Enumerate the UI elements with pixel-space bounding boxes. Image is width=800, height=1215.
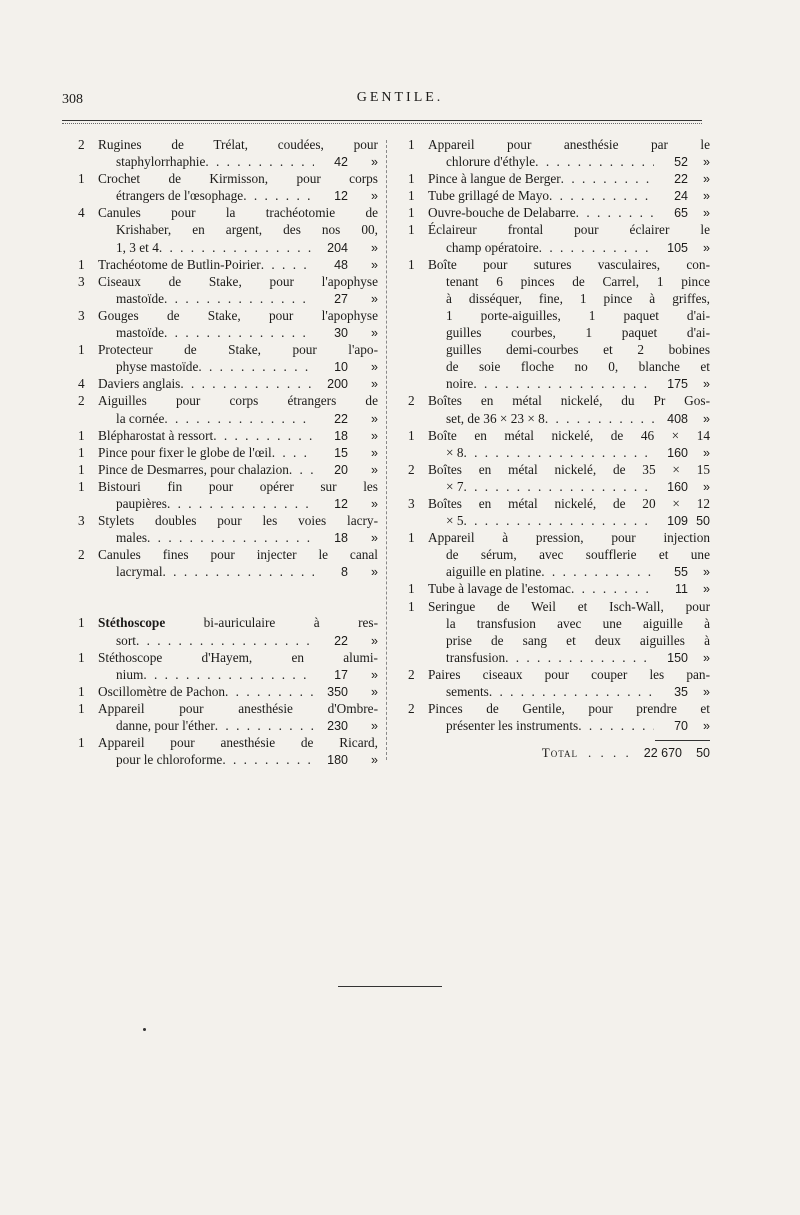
item-price: 17 — [334, 667, 348, 682]
item-quantity: 2 — [408, 701, 415, 717]
item-cents: » — [371, 257, 378, 272]
item-quantity: 1 — [408, 427, 415, 443]
item-line: staphylorrhaphie . . . 42 » — [98, 153, 378, 170]
total-cents: 50 — [696, 746, 710, 760]
list-item — [408, 256, 710, 393]
item-line: Paires ciseaux pour couper les pan- — [428, 666, 710, 682]
item-line: la transfusion avec une aiguille à — [446, 615, 710, 631]
item-line: Tube grillagé de Mayo . . . 24 » — [428, 187, 710, 204]
list-item — [78, 461, 378, 478]
item-cents: » — [371, 496, 378, 511]
item-line: Éclaireur frontal pour éclairer le — [428, 222, 710, 238]
item-price: 22 — [334, 633, 348, 648]
item-quantity: 2 — [78, 137, 85, 152]
item-cents: » — [703, 240, 710, 255]
item-quantity: 1 — [408, 256, 415, 272]
item-line: guilles courbes, 1 paquet d'ai- — [446, 325, 710, 341]
item-quantity: 2 — [78, 547, 85, 563]
item-line: Oscillomètre de Pachon . . . 350 » — [98, 683, 378, 700]
list-item — [408, 392, 710, 426]
header-rule-dotted — [62, 123, 702, 124]
item-quantity: 1 — [78, 342, 85, 358]
item-quantity: 1 — [408, 188, 415, 204]
item-line: Canules fines pour injecter le canal — [98, 547, 378, 563]
item-cents: » — [371, 155, 378, 170]
total-dots: . . . . — [588, 745, 632, 760]
item-quantity: 1 — [78, 649, 85, 665]
item-price: 230 — [327, 719, 348, 733]
item-line: Stéthoscope d'Hayem, en alumi- — [98, 649, 378, 665]
item-line: pour le chloroforme . . . 180 » — [98, 751, 378, 768]
item-line: tenant 6 pinces de Carrel, 1 pince — [446, 273, 710, 289]
list-item — [408, 529, 710, 580]
item-quantity: 1 — [408, 137, 415, 152]
item-line: Ouvre-bouche de Delabarre . . . 65 » — [428, 204, 710, 221]
list-item — [78, 683, 378, 700]
list-item — [78, 136, 378, 170]
list-item — [78, 734, 378, 768]
item-line: males . . . 18 » — [98, 529, 378, 546]
item-line: Appareil pour anesthésie par le — [428, 137, 710, 152]
item-line: Krishaber, en argent, des nos 00, — [116, 222, 378, 238]
item-quantity: 1 — [78, 427, 85, 443]
item-quantity: 3 — [78, 273, 85, 289]
header-rule — [62, 120, 702, 121]
section-gap — [78, 580, 378, 614]
item-line: Protecteur de Stake, pour l'apo- — [98, 342, 378, 358]
list-item — [78, 256, 378, 273]
list-item — [78, 273, 378, 307]
item-line: danne, pour l'éther . . . 230 » — [98, 717, 378, 734]
item-cents: » — [703, 685, 710, 699]
item-cents: » — [703, 719, 710, 734]
item-quantity: 1 — [408, 598, 415, 614]
item-cents: » — [703, 479, 710, 494]
item-line: de soie floche no 0, blanche et — [446, 359, 710, 375]
end-rule — [338, 986, 442, 987]
item-line: sort . . . 22 » — [98, 632, 378, 649]
item-cents: » — [371, 377, 378, 392]
item-price: 27 — [334, 291, 348, 306]
item-quantity: 3 — [78, 307, 85, 323]
item-line: étrangers de l'œsophage . . . 12 » — [98, 187, 378, 204]
item-line: Appareil pour anesthésie de Ricard, — [98, 735, 378, 751]
item-price: 18 — [334, 428, 348, 443]
item-cents: » — [371, 291, 378, 306]
total-line — [408, 745, 710, 761]
item-price: 42 — [334, 155, 348, 170]
item-price: 160 — [667, 445, 688, 460]
item-line: à disséquer, fine, 1 pince à griffes, — [446, 290, 710, 306]
item-line: nium . . . 17 » — [98, 666, 378, 683]
item-line: physe mastoïde . . . 10 » — [98, 358, 378, 375]
list-item — [408, 666, 710, 700]
item-line: Pince de Desmarres, pour chalazion . . . 20 » — [98, 461, 378, 478]
item-quantity: 1 — [408, 530, 415, 546]
item-line: Boîte en métal nickelé, de 46 × 14 — [428, 427, 710, 443]
item-quantity: 4 — [78, 376, 85, 392]
item-price: 35 — [674, 685, 688, 699]
list-item — [78, 614, 378, 648]
left-column — [78, 136, 378, 768]
item-price: 52 — [674, 155, 688, 170]
item-line: mastoïde . . . 27 » — [98, 290, 378, 307]
item-cents: » — [703, 377, 710, 392]
item-line: Pince à langue de Berger . . . 22 » — [428, 170, 710, 187]
item-cents: » — [371, 189, 378, 204]
item-line: Appareil à pression, pour injection — [428, 530, 710, 546]
item-line: Gouges de Stake, pour l'apophyse — [98, 307, 378, 323]
item-cents: » — [371, 531, 378, 546]
item-line: de sérum, avec soufflerie et une — [446, 547, 710, 563]
list-item — [408, 170, 710, 187]
list-item — [78, 375, 378, 392]
list-item — [78, 392, 378, 426]
item-quantity: 2 — [408, 393, 415, 409]
item-cents: » — [703, 582, 710, 597]
item-price: 70 — [674, 719, 688, 734]
item-quantity: 2 — [408, 461, 415, 477]
item-cents: » — [703, 172, 710, 187]
item-cents: » — [371, 753, 378, 768]
item-line: Boîtes en métal nickelé, de 20 × 12 — [428, 495, 710, 511]
item-cents: » — [371, 565, 378, 580]
item-cents: » — [371, 462, 378, 477]
list-item — [78, 204, 378, 255]
item-cents: » — [371, 240, 378, 255]
item-price: 175 — [667, 377, 688, 392]
item-price: 22 — [674, 172, 688, 187]
item-line: sements . . . 35 » — [428, 683, 710, 700]
item-quantity: 1 — [408, 171, 415, 187]
item-line: Boîte pour sutures vasculaires, con- — [428, 256, 710, 272]
item-line: champ opératoire . . . 105 » — [428, 239, 710, 256]
item-line: chlorure d'éthyle . . . 52 » — [428, 153, 710, 170]
list-item — [78, 700, 378, 734]
item-quantity: 1 — [408, 222, 415, 238]
item-line: présenter les instruments . . . 70 » — [428, 717, 710, 734]
item-price: 10 — [334, 360, 348, 375]
ink-speck — [143, 1028, 146, 1031]
item-line: Pince pour fixer le globe de l'œil . . . 15 » — [98, 444, 378, 461]
item-quantity: 1 — [78, 615, 85, 631]
item-line: mastoïde . . . 30 » — [98, 324, 378, 341]
list-item — [408, 580, 710, 597]
item-line: Seringue de Weil et Isch-Wall, pour — [428, 598, 710, 614]
list-item — [78, 546, 378, 580]
item-cents: » — [703, 155, 710, 170]
list-item — [408, 221, 710, 255]
column-divider — [386, 140, 387, 760]
item-price: 105 — [667, 240, 688, 255]
item-line: Blépharostat à ressort . . . 18 » — [98, 427, 378, 444]
item-price: 22 — [334, 411, 348, 426]
item-quantity: 1 — [78, 256, 85, 272]
item-cents: » — [703, 565, 710, 580]
item-cents: » — [371, 667, 378, 682]
item-quantity: 1 — [408, 205, 415, 221]
list-item — [408, 495, 710, 529]
item-price: 160 — [667, 479, 688, 494]
item-cents: » — [703, 650, 710, 665]
item-quantity: 1 — [78, 735, 85, 751]
item-line: Tube à lavage de l'estomac . . . 11 » — [428, 580, 710, 597]
list-item — [408, 187, 710, 204]
list-item — [78, 649, 378, 683]
item-line: Aiguilles pour corps étrangers de — [98, 393, 378, 409]
item-line: Bistouri fin pour opérer sur les — [98, 478, 378, 494]
item-price: 12 — [334, 189, 348, 204]
item-price: 408 — [667, 411, 688, 426]
list-item — [408, 700, 710, 734]
item-line: Stylets doubles pour les voies lacry- — [98, 513, 378, 529]
item-price: 18 — [334, 531, 348, 546]
item-quantity: 3 — [78, 513, 85, 529]
item-quantity: 1 — [78, 171, 85, 187]
list-item — [78, 478, 378, 512]
item-line: prise de sang et deux aiguilles à — [446, 632, 710, 648]
list-item — [408, 136, 710, 170]
item-line: lacrymal . . . 8 » — [98, 563, 378, 580]
item-price: 20 — [334, 462, 348, 477]
item-cents: » — [371, 326, 378, 341]
item-line: Daviers anglais . . . 200 » — [98, 375, 378, 392]
item-line: la cornée . . . 22 » — [98, 410, 378, 427]
item-cents: » — [371, 684, 378, 699]
item-line: 1, 3 et 4 . . . 204 » — [98, 239, 378, 256]
item-line: aiguille en platine . . . 55 » — [428, 563, 710, 580]
item-quantity: 1 — [408, 581, 415, 597]
item-cents: » — [371, 719, 378, 733]
item-price: 204 — [327, 240, 348, 255]
list-item — [408, 204, 710, 221]
item-cents: » — [371, 360, 378, 375]
item-line: × 8 . . . 160 » — [428, 444, 710, 461]
item-line: noire . . . 175 » — [428, 375, 710, 392]
total-rule — [655, 740, 710, 741]
page-number: 308 — [62, 92, 83, 107]
item-cents: » — [703, 206, 710, 221]
item-line: Boîtes en métal nickelé, de 35 × 15 — [428, 461, 710, 477]
right-column — [408, 136, 710, 734]
list-item — [78, 427, 378, 444]
item-cents: 50 — [696, 514, 710, 529]
item-line: guilles demi-courbes et 2 bobines — [446, 342, 710, 358]
item-bold-lead: Stéthoscope — [98, 615, 166, 631]
item-cents: » — [371, 633, 378, 648]
list-item — [78, 444, 378, 461]
item-price: 12 — [334, 496, 348, 511]
item-cents: » — [371, 411, 378, 426]
item-price: 24 — [674, 189, 688, 204]
item-line: × 5 . . . 109 50 — [428, 512, 710, 529]
item-cents: » — [703, 445, 710, 460]
item-price: 30 — [334, 326, 348, 341]
list-item — [78, 512, 378, 546]
total-value: 22 670 — [643, 746, 682, 760]
item-line: Trachéotome de Butlin-Poirier . . . 48 » — [98, 256, 378, 273]
item-cents: » — [703, 189, 710, 204]
item-line: transfusion . . . 150 » — [428, 649, 710, 666]
item-price: 109 — [667, 514, 688, 529]
total-label: Total — [541, 745, 579, 760]
item-quantity: 3 — [408, 495, 415, 511]
item-quantity: 1 — [78, 700, 85, 716]
item-line: Boîtes en métal nickelé, du Pr Gos- — [428, 393, 710, 409]
item-line: paupières . . . 12 » — [98, 495, 378, 512]
item-quantity: 2 — [78, 393, 85, 409]
item-quantity: 2 — [408, 666, 415, 682]
item-cents: » — [371, 445, 378, 460]
item-quantity: 1 — [78, 683, 85, 699]
item-line: 1 porte-aiguilles, 1 paquet d'ai- — [446, 307, 710, 323]
item-price: 200 — [327, 377, 348, 392]
list-item — [408, 461, 710, 495]
item-line: Pinces de Gentile, pour prendre et — [428, 701, 710, 717]
item-price: 55 — [674, 565, 688, 580]
item-cents: » — [371, 428, 378, 443]
item-line: set, de 36 × 23 × 8 . . . 408 » — [428, 410, 710, 427]
list-item — [408, 598, 710, 666]
item-line: × 7 . . . 160 » — [428, 478, 710, 495]
item-line: Ciseaux de Stake, pour l'apophyse — [98, 273, 378, 289]
item-quantity: 1 — [78, 461, 85, 477]
item-line: Canules pour la trachéotomie de — [98, 205, 378, 221]
item-line: Crochet de Kirmisson, pour corps — [98, 171, 378, 187]
item-price: 65 — [674, 206, 688, 221]
item-price: 180 — [327, 753, 348, 768]
list-item — [78, 170, 378, 204]
item-price: 11 — [675, 582, 688, 597]
list-item — [78, 341, 378, 375]
list-item — [408, 427, 710, 461]
item-quantity: 4 — [78, 205, 85, 221]
item-line: Appareil pour anesthésie d'Ombre- — [98, 700, 378, 716]
item-line: Stéthoscope bi-auriculaire à res- — [98, 615, 378, 631]
item-line: Rugines de Trélat, coudées, pour — [98, 137, 378, 152]
item-price: 8 — [341, 565, 348, 580]
item-price: 48 — [334, 257, 348, 272]
item-quantity: 1 — [78, 444, 85, 460]
running-head: GENTILE. — [356, 90, 444, 105]
item-price: 15 — [334, 445, 348, 460]
item-quantity: 1 — [78, 478, 85, 494]
list-item — [78, 307, 378, 341]
item-cents: » — [703, 411, 710, 426]
item-price: 150 — [667, 650, 688, 665]
item-price: 350 — [327, 684, 348, 699]
